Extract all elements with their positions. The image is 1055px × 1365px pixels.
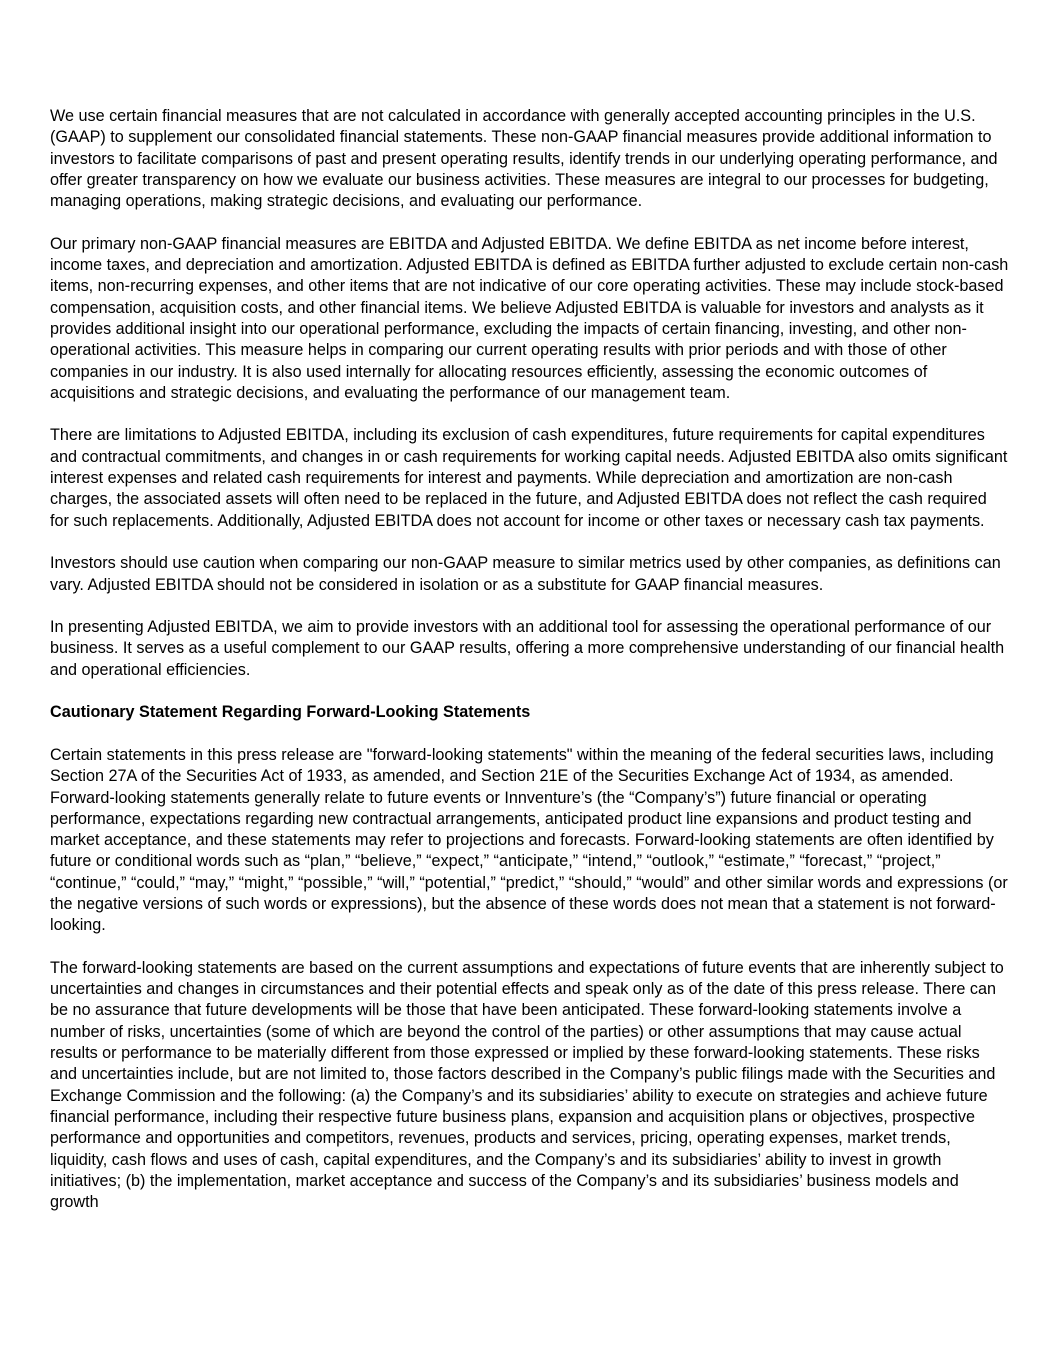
document-page: [50, 106, 1010, 1235]
paragraph-investor-caution: Investors should use caution when comparing our non-GAAP measure to similar metrics used by other companies, as definitions can vary. Adjusted EBITDA should not be considered in isolation or as a substitute for GAAP financial measures.: [50, 554, 1001, 594]
paragraph-forward-looking-risks: The forward-looking statements are based on the current assumptions and expectations of future events that are inherently subject to uncertainties and changes in circumstances and their potential effects and speak only as of the date of this press release. There can be no assurance that future developments will be those that have been anticipated. These forward-looking statements involve a number of risks, uncertainties (some of which are beyond the control of the parties) or other assumptions that may cause actual results or performance to be materially different from those expressed or implied by these forward-looking statements. These risks and uncertainties include, but are not limited to, those factors described in the Company’s public filings made with the Securities and Exchange Commission and the following: (a) the Company’s and its subsidiaries’ ability to execute on strategies and achieve future financial performance, including their respective future business plans, expansion and acquisition plans or objectives, prospective performance and opportunities and competitors, revenues, products and services, pricing, operating expenses, market trends, liquidity, cash flows and uses of cash, capital expenditures, and the Company’s and its subsidiaries’ ability to invest in growth initiatives; (b) the implementation, market acceptance and success of the Company’s and its subsidiaries’ business models and growth: [50, 958, 1004, 1212]
paragraph-non-gaap-intro: We use certain financial measures that are not calculated in accordance with generally accepted accounting principles in the U.S. (GAAP) to supplement our consolidated financial statements. These non-GAAP financial measures provide additional information to investors to facilitate comparisons of past and present operating results, identify trends in our underlying operating performance, and offer greater transparency on how we evaluate our business activities. These measures are integral to our processes for budgeting, managing operations, making strategic decisions, and evaluating our performance.: [50, 107, 998, 211]
paragraph-ebitda-limitations: There are limitations to Adjusted EBITDA, including its exclusion of cash expenditures, future requirements for capital expenditures and contractual commitments, and changes in or cash requirements for working capital needs. Adjusted EBITDA also omits significant interest expenses and related cash requirements for interest and payments. While depreciation and amortization are non-cash charges, the associated assets will often need to be replaced in the future, and Adjusted EBITDA does not reflect the cash required for such replacements. Additionally, Adjusted EBITDA does not account for income or other taxes or necessary cash tax payments.: [50, 426, 1008, 530]
section-heading-cautionary-statement: Cautionary Statement Regarding Forward-Looking Statements: [50, 703, 531, 722]
paragraph-ebitda-definition: Our primary non-GAAP financial measures are EBITDA and Adjusted EBITDA. We define EBITDA as net income before interest, income taxes, and depreciation and amortization. Adjusted EBITDA is defined as EBITDA further adjusted to exclude certain non-cash items, non-recurring expenses, and other items that are not indicative of our core operating activities. These may include stock-based compensation, acquisition costs, and other financial items. We believe Adjusted EBITDA is valuable for investors and analysts as it provides additional insight into our operational performance, excluding the impacts of certain financing, investing, and other non-operational activities. This measure helps in comparing our current operating results with prior periods and with those of other companies in our industry. It is also used internally for allocating resources efficiently, assessing the economic outcomes of acquisitions and strategic decisions, and evaluating the performance of our management team.: [50, 234, 1009, 402]
paragraph-forward-looking-definition: Certain statements in this press release are "forward-looking statements" within the meaning of the federal securities laws, including Section 27A of the Securities Act of 1933, as amended, and Section 21E of the Securities Exchange Act of 1934, as amended. Forward-looking statements generally relate to future events or Innventure’s (the “Company’s”) future financial or operating performance, expectations regarding new contractual arrangements, anticipated product line expansions and product testing and market acceptance, and these statements may refer to projections and forecasts. Forward-looking statements are often identified by future or conditional words such as “plan,” “believe,” “expect,” “anticipate,” “intend,” “outlook,” “estimate,” “forecast,” “project,” “continue,” “could,” “may,” “might,” “possible,” “will,” “potential,” “predict,” “should,” “would” and other similar words and expressions (or the negative versions of such words or expressions), but the absence of these words does not mean that a statement is not forward-looking.: [50, 745, 1008, 935]
paragraph-ebitda-purpose: In presenting Adjusted EBITDA, we aim to provide investors with an additional tool for assessing the operational performance of our business. It serves as a useful complement to our GAAP results, offering a more comprehensive understanding of our financial health and operational efficiencies.: [50, 618, 1005, 679]
